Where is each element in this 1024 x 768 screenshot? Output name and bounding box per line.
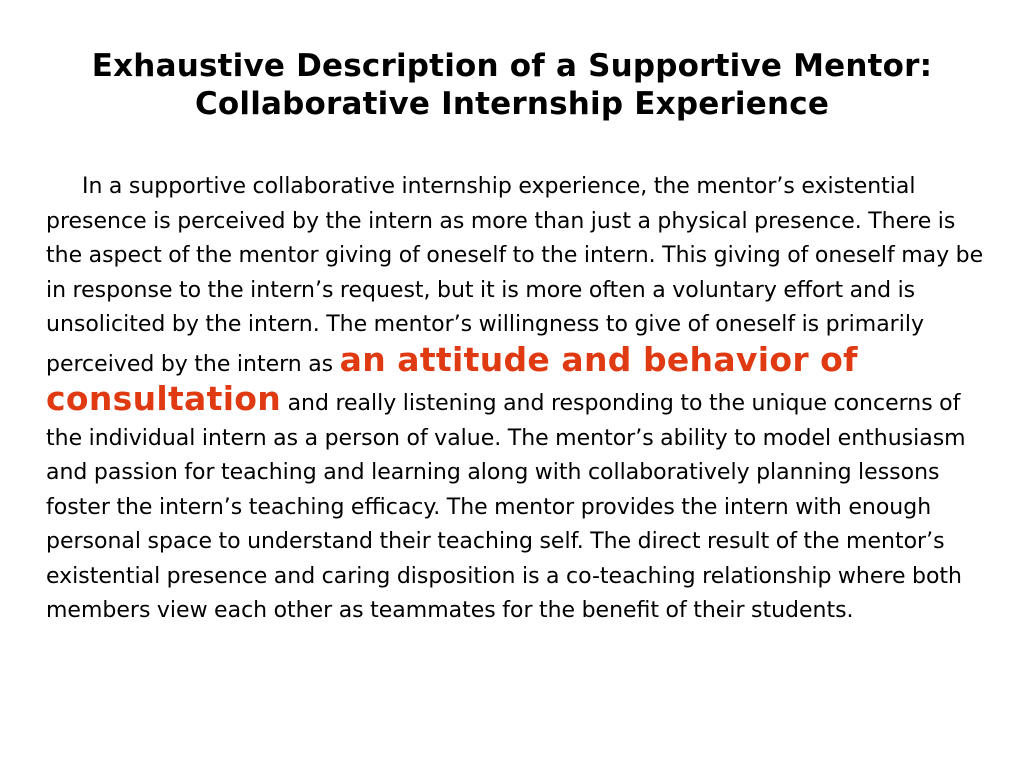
emphasized-phrase: an attitude and behavior of consultation bbox=[46, 339, 858, 418]
body-paragraph bbox=[46, 170, 986, 629]
paragraph-text-after-emphasis: and really listening and responding to the unique concerns of the individual intern as a person of value. The mentor’s ability to model enthusiasm and passion for teaching and learning along with collaboratively planning lessons foster the intern’s teaching efficacy. The mentor provides the intern with enough personal space to understand their teaching self. The direct result of the mentor’s existential presence and caring disposition is a co-teaching relationship where both members view each other as teammates for the benefit of their students. bbox=[46, 391, 966, 623]
slide-title-line-1: Exhaustive Description of a Supportive Mentor: bbox=[91, 47, 933, 84]
slide-title-line-2: Collaborative Internship Experience bbox=[194, 85, 830, 122]
paragraph-text-before-emphasis: In a supportive collaborative internship experience, the mentor’s existential presence is perceived by the intern as more than just a physical presence. There is the aspect of the mentor giving of oneself to the intern. This giving of oneself may be in response to the intern’s request, but it is more often a voluntary effort and is unsolicited by the intern. The mentor’s willingness to give of oneself is primarily perceived by the intern as bbox=[46, 174, 984, 377]
slide-title bbox=[40, 47, 984, 123]
